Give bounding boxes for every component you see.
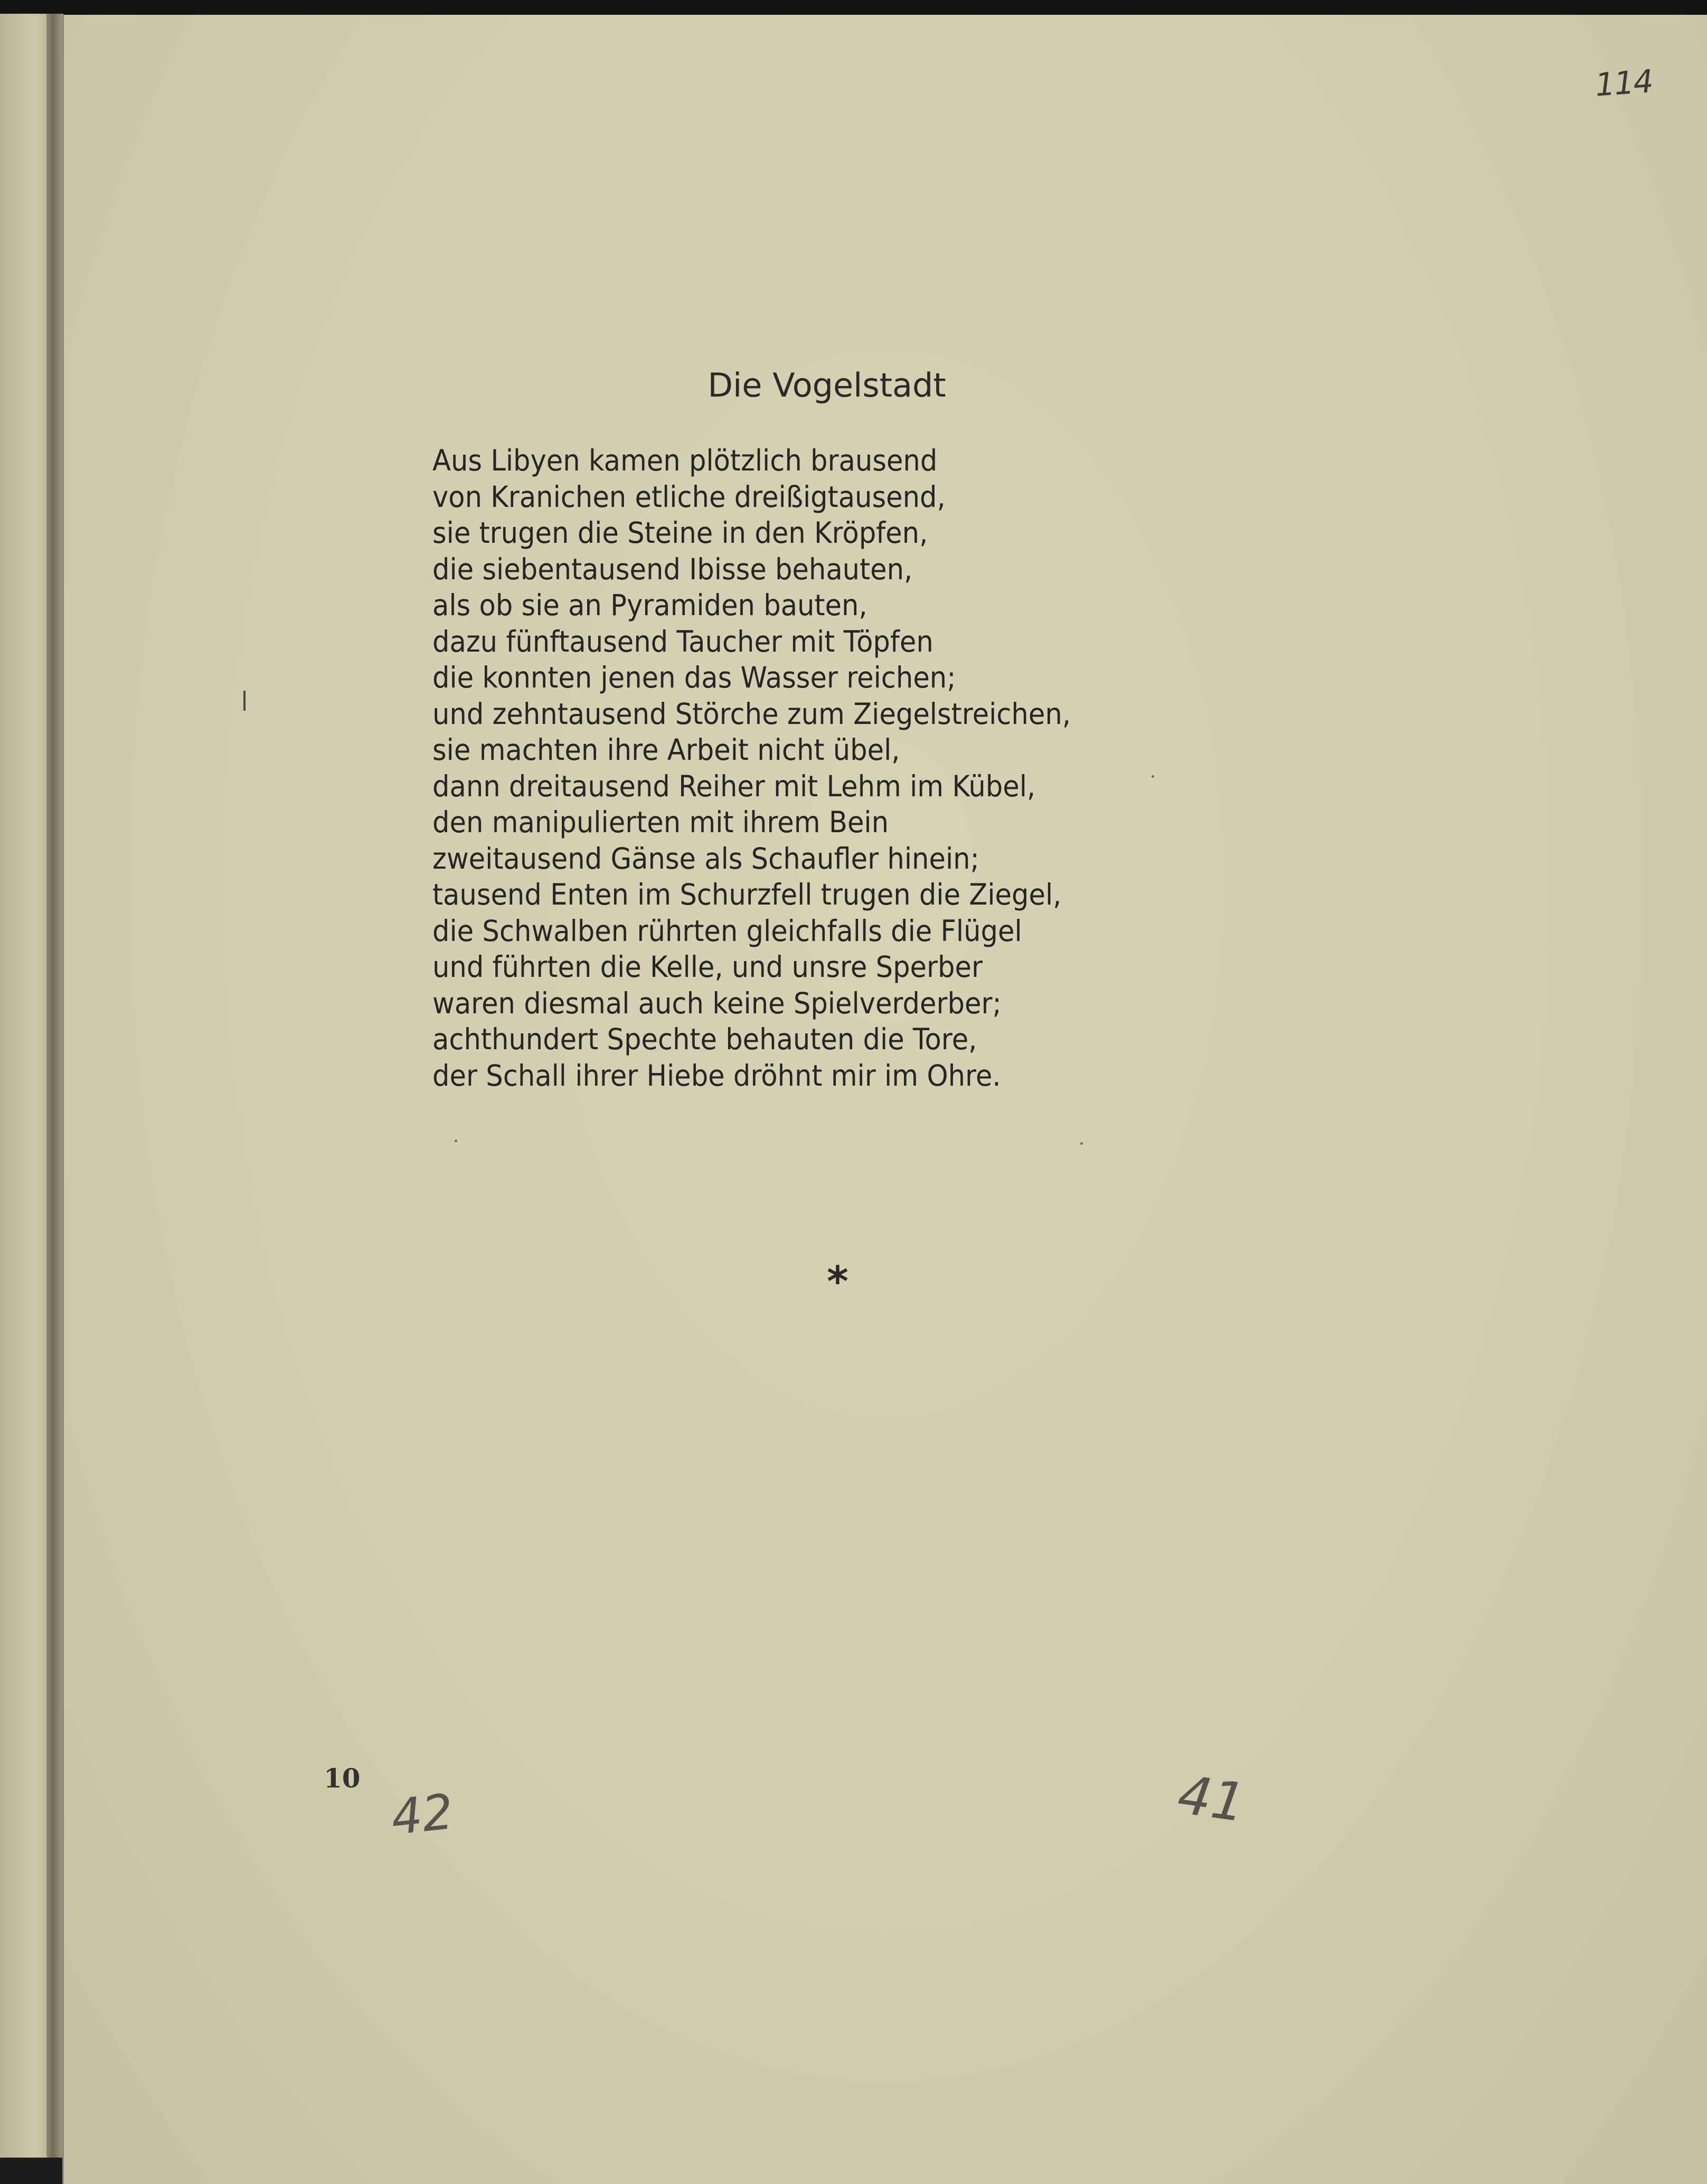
paper-speck	[455, 1140, 457, 1142]
poem-line: dann dreitausend Reiher mit Lehm im Kübel,	[432, 769, 1036, 803]
poem-body	[432, 443, 1145, 1094]
poem-line: dazu fünftausend Taucher mit Töpfen	[432, 624, 933, 658]
poem-line: und zehntausend Störche zum Ziegelstreichen,	[432, 696, 1071, 731]
poem-line: die Schwalben rührten gleichfalls die Flügel	[432, 914, 1022, 948]
poem-line: sie machten ihre Arbeit nicht übel,	[432, 733, 900, 767]
folio-number: 114	[1593, 63, 1654, 104]
poem-line: und führten die Kelle, und unsre Sperber	[432, 950, 983, 984]
poem-line: der Schall ihrer Hiebe dröhnt mir im Ohre.	[432, 1058, 1001, 1093]
poem-line: achthundert Spechte behauten die Tore,	[432, 1022, 977, 1056]
poem-line: die konnten jenen das Wasser reichen;	[432, 661, 956, 694]
poem-line: als ob sie an Pyramiden bauten,	[432, 588, 867, 622]
poem-line: sie trugen die Steine in den Kröpfen,	[432, 516, 928, 550]
poem-line: die siebentausend Ibisse behauten,	[432, 552, 913, 586]
poem-line: zweitausend Gänse als Schaufler hinein;	[432, 841, 979, 876]
printed-page-number: 10	[324, 1763, 361, 1794]
poem-line: den manipulierten mit ihrem Bein	[432, 805, 889, 839]
paper-speck	[1152, 775, 1154, 778]
pencil-note-right: 41	[1174, 1763, 1249, 1834]
paper-speck	[1080, 1142, 1083, 1145]
book-page	[62, 15, 1707, 2184]
poem-line: Aus Libyen kamen plötzlich brausend	[432, 444, 938, 477]
scan-top-edge	[0, 0, 1707, 16]
binding-gutter	[46, 14, 62, 2158]
margin-tick-mark	[243, 691, 246, 711]
poem-line: tausend Enten im Schurzfell trugen die Ziegel,	[432, 878, 1062, 911]
section-ornament-asterisk: *	[827, 1258, 848, 1306]
poem-line: waren diesmal auch keine Spielverderber;	[432, 986, 1002, 1020]
poem-line: von Kranichen etliche dreißigtausend,	[432, 479, 946, 514]
pencil-note-left: 42	[388, 1783, 456, 1846]
poem-title: Die Vogelstadt	[708, 366, 946, 404]
